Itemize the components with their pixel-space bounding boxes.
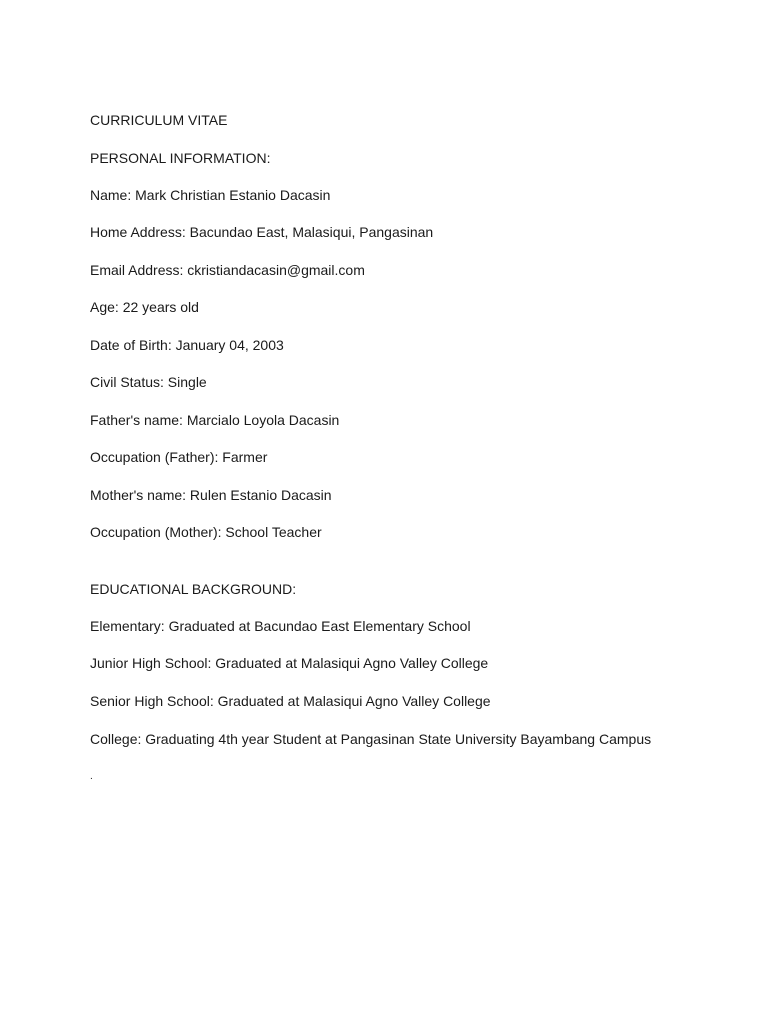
education-elementary: Elementary: Graduated at Bacundao East Elementary School — [90, 618, 471, 634]
trailing-mark: . — [90, 771, 93, 782]
education-junior-high: Junior High School: Graduated at Malasiqui Agno Valley College — [90, 655, 489, 671]
personal-mothers-name: Mother's name: Rulen Estanio Dacasin — [90, 487, 332, 503]
document-title: CURRICULUM VITAE — [90, 112, 228, 128]
personal-information-heading: PERSONAL INFORMATION: — [90, 150, 271, 166]
personal-civil-status: Civil Status: Single — [90, 374, 207, 390]
personal-email-address: Email Address: ckristiandacasin@gmail.com — [90, 262, 365, 278]
personal-name: Name: Mark Christian Estanio Dacasin — [90, 187, 331, 203]
educational-background-heading: EDUCATIONAL BACKGROUND: — [90, 581, 297, 597]
personal-date-of-birth: Date of Birth: January 04, 2003 — [90, 337, 284, 353]
personal-home-address: Home Address: Bacundao East, Malasiqui, Pangasinan — [90, 224, 434, 240]
personal-age: Age: 22 years old — [90, 299, 199, 315]
personal-father-occupation: Occupation (Father): Farmer — [90, 449, 268, 465]
personal-mother-occupation: Occupation (Mother): School Teacher — [90, 524, 322, 540]
personal-fathers-name: Father's name: Marcialo Loyola Dacasin — [90, 412, 340, 428]
education-college: College: Graduating 4th year Student at Pangasinan State University Bayambang Campus — [90, 731, 652, 747]
education-senior-high: Senior High School: Graduated at Malasiqui Agno Valley College — [90, 693, 491, 709]
